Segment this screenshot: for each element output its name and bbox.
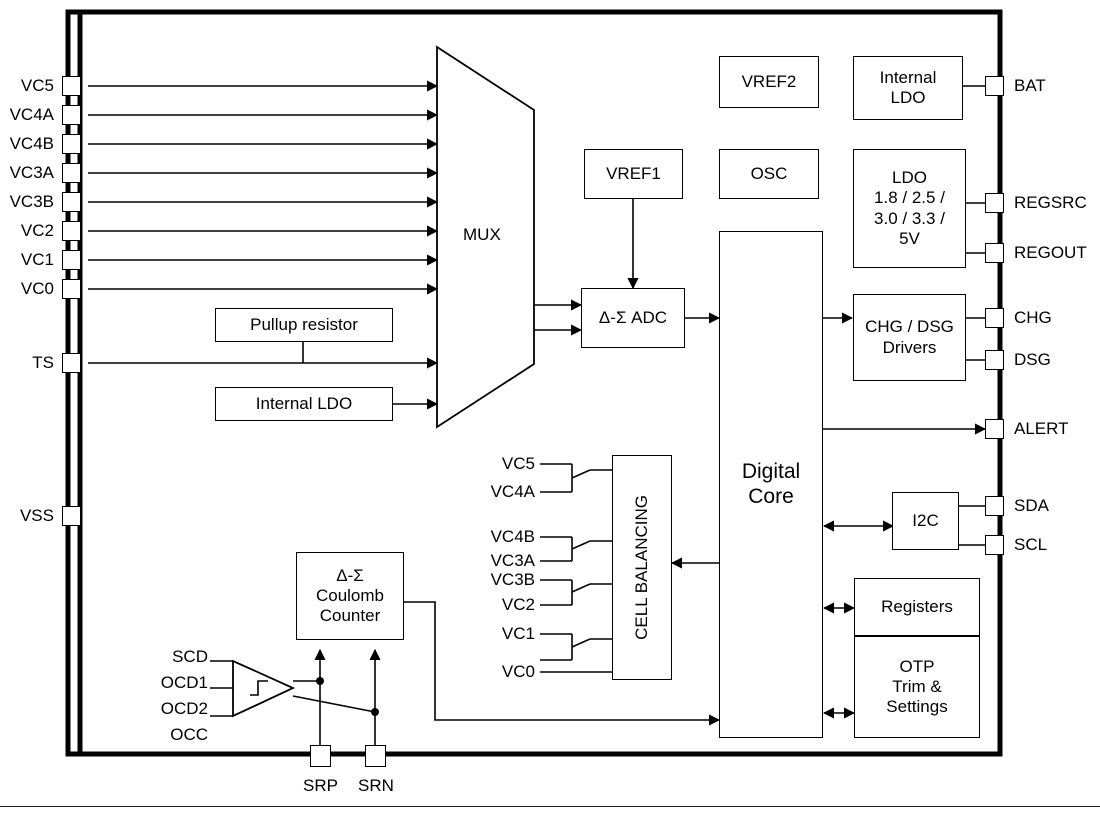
pin-label-regsrc: REGSRC <box>1014 193 1087 212</box>
digital-core-line2: Core <box>748 484 794 508</box>
pin-pad-vc0 <box>62 279 81 299</box>
vref1-block <box>584 149 683 199</box>
vref1-label: VREF1 <box>606 163 661 183</box>
pin-pad-srn <box>365 745 386 767</box>
otp-line3: Settings <box>886 697 948 717</box>
internal-ldo-left-block <box>215 387 393 421</box>
i2c-label: I2C <box>912 510 939 530</box>
ldo-block <box>853 149 966 268</box>
internal-ldo-right-line2: LDO <box>890 88 926 107</box>
osc-block <box>719 149 819 199</box>
adc-block <box>581 288 685 348</box>
pin-label-vc0: VC0 <box>20 279 54 298</box>
pin-label-sda: SDA <box>1014 496 1049 515</box>
pin-label-ts: TS <box>32 353 54 372</box>
internal-ldo-right-line1: Internal <box>879 67 937 87</box>
pin-pad-regsrc <box>985 193 1004 213</box>
otp-line2: Trim & <box>892 676 942 696</box>
otp-line1: OTP <box>899 656 935 676</box>
pin-label-vc2: VC2 <box>20 221 54 240</box>
coulomb-counter-block <box>296 552 404 640</box>
digital-core-block <box>719 231 823 738</box>
pin-pad-vss <box>62 506 81 526</box>
ldo-line2: 1.8 / 2.5 / <box>874 188 945 208</box>
pin-label-vc5: VC5 <box>20 76 54 95</box>
pin-pad-vc2 <box>62 221 81 241</box>
coulomb-line1: Δ-Σ <box>336 565 364 585</box>
coulomb-line3: Counter <box>319 606 381 626</box>
comparator-label-scd: SCD <box>172 647 208 666</box>
pin-label-scl: SCL <box>1014 535 1048 554</box>
internal-ldo-left-label: Internal LDO <box>255 393 353 413</box>
pin-pad-vc4a <box>62 105 81 125</box>
pullup-resistor-label: Pullup resistor <box>250 314 358 334</box>
balance-label-vc4b: VC4B <box>490 527 535 546</box>
internal-ldo-right-block <box>853 56 963 120</box>
pin-label-dsg: DSG <box>1014 350 1051 369</box>
pin-pad-vc3b <box>62 192 81 212</box>
pin-pad-chg <box>985 308 1004 328</box>
balance-label-vc3a: VC3A <box>490 551 535 570</box>
balance-label-vc4a: VC4A <box>490 482 535 501</box>
chg-dsg-drivers-block <box>853 294 966 381</box>
pin-label-chg: CHG <box>1014 308 1052 327</box>
pin-label-bat: BAT <box>1014 76 1046 95</box>
pin-label-vc4b: VC4B <box>9 134 54 153</box>
pullup-resistor-block <box>215 308 393 342</box>
coulomb-line2: Coulomb <box>315 585 385 605</box>
balance-label-vc3b: VC3B <box>490 570 535 589</box>
registers-label: Registers <box>881 596 953 616</box>
pin-label-regout: REGOUT <box>1014 243 1087 262</box>
pin-pad-scl <box>985 535 1004 555</box>
pin-label-vss: VSS <box>19 506 54 525</box>
registers-block <box>854 578 980 636</box>
i2c-block <box>892 492 959 550</box>
cell-balancing-block <box>612 455 672 680</box>
pin-label-vc3a: VC3A <box>9 163 54 182</box>
pin-pad-alert <box>985 419 1004 439</box>
pin-label-srn: SRN <box>358 776 394 795</box>
digital-core-line1: Digital <box>741 459 801 483</box>
pin-pad-sda <box>985 496 1004 516</box>
vref2-block <box>719 56 819 108</box>
pin-label-srp: SRP <box>303 776 338 795</box>
comparator-label-ocd1: OCD1 <box>160 673 208 692</box>
pin-pad-ts <box>62 353 81 373</box>
pin-label-vc1: VC1 <box>20 250 54 269</box>
ldo-line4: 5V <box>899 228 920 248</box>
comparator-label-occ: OCC <box>170 725 208 744</box>
balance-label-vc5: VC5 <box>501 454 535 473</box>
comparator-label-ocd2: OCD2 <box>160 699 208 718</box>
pin-pad-dsg <box>985 350 1004 370</box>
cell-balancing-label: CELL BALANCING <box>631 495 651 640</box>
balance-label-vc2: VC2 <box>501 595 535 614</box>
pin-pad-bat <box>985 76 1004 96</box>
vref2-label: VREF2 <box>741 71 797 91</box>
ldo-line3: 3.0 / 3.3 / <box>874 208 945 228</box>
pin-pad-vc3a <box>62 163 81 183</box>
pin-label-vc4a: VC4A <box>9 105 54 124</box>
otp-trim-settings-block <box>854 636 980 738</box>
pin-pad-srp <box>310 745 331 767</box>
ldo-line1: LDO <box>892 168 927 188</box>
pin-pad-vc1 <box>62 250 81 270</box>
balance-label-vc0: VC0 <box>501 662 535 681</box>
pin-pad-vc5 <box>62 76 81 96</box>
pin-pad-vc4b <box>62 134 81 154</box>
balance-label-vc1: VC1 <box>501 624 535 643</box>
drivers-line2: Drivers <box>882 337 937 357</box>
pin-label-alert: ALERT <box>1014 419 1069 438</box>
footer-divider <box>0 806 1100 807</box>
pin-pad-regout <box>985 243 1004 263</box>
mux-label: MUX <box>463 225 501 244</box>
adc-label: Δ-Σ ADC <box>598 307 668 327</box>
pin-label-vc3b: VC3B <box>9 192 54 211</box>
drivers-line1: CHG / DSG <box>865 317 954 337</box>
osc-label: OSC <box>750 163 788 183</box>
